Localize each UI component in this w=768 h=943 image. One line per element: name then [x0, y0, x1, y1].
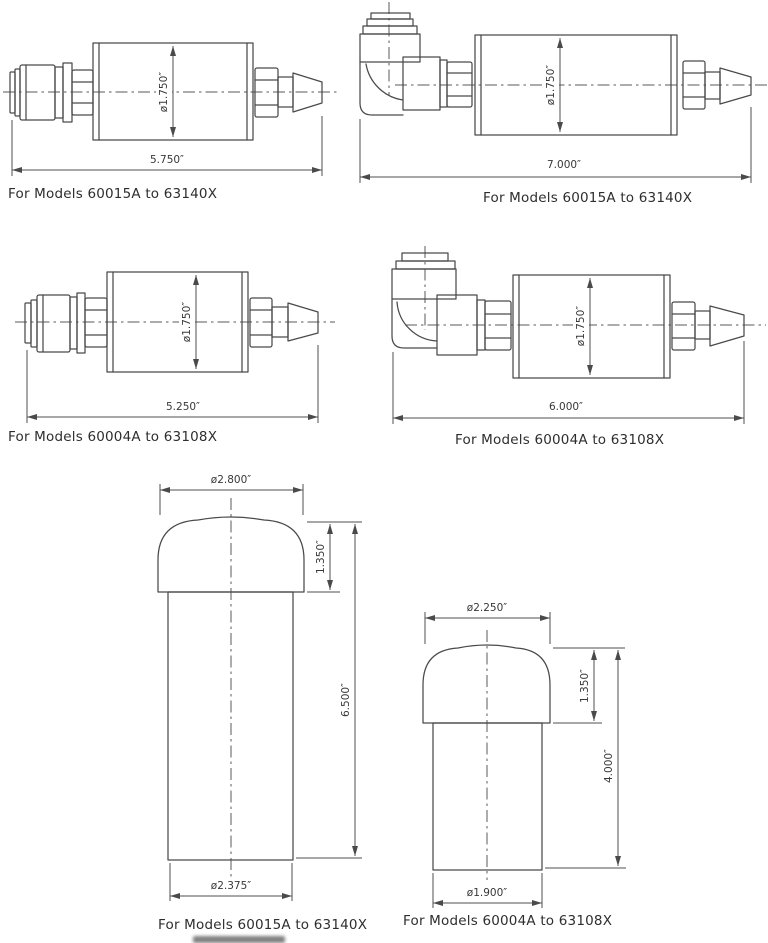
dim-label-body-diameter: ø2.375″ — [210, 880, 252, 892]
dim-label-cap-height: 1.350″ — [579, 669, 591, 703]
dim-label-overall-height: 6.500″ — [340, 683, 352, 717]
dim-label-body-diameter: ø1.900″ — [466, 887, 508, 899]
dim-label-diameter: ø1.750″ — [575, 305, 587, 347]
dim-label-overall-height: 4.000″ — [603, 749, 615, 783]
dim-label-diameter: ø1.750″ — [158, 71, 170, 113]
dim-label-cap-diameter: ø2.800″ — [210, 474, 252, 486]
caption-inline-elbow-large: For Models 60015A to 63140X — [483, 190, 693, 206]
caption-canister-large: For Models 60015A to 63140X — [158, 917, 368, 933]
dim-label-length: 7.000″ — [547, 159, 581, 171]
dim-label-diameter: ø1.750″ — [181, 301, 193, 343]
bottom-edge-artifact — [193, 936, 285, 943]
caption-inline-straight-small: For Models 60004A to 63108X — [8, 429, 218, 445]
cap-height-dimension — [553, 648, 625, 723]
dim-label-cap-height: 1.350″ — [315, 540, 327, 574]
caption-canister-small: For Models 60004A to 63108X — [403, 913, 613, 929]
dim-label-length: 6.000″ — [549, 401, 583, 413]
dim-label-length: 5.750″ — [150, 154, 184, 166]
dim-label-diameter: ø1.750″ — [545, 64, 557, 106]
dim-label-length: 5.250″ — [166, 401, 200, 413]
caption-inline-straight-large: For Models 60015A to 63140X — [8, 186, 218, 202]
dim-label-cap-diameter: ø2.250″ — [466, 602, 508, 614]
caption-inline-elbow-small: For Models 60004A to 63108X — [455, 432, 665, 448]
